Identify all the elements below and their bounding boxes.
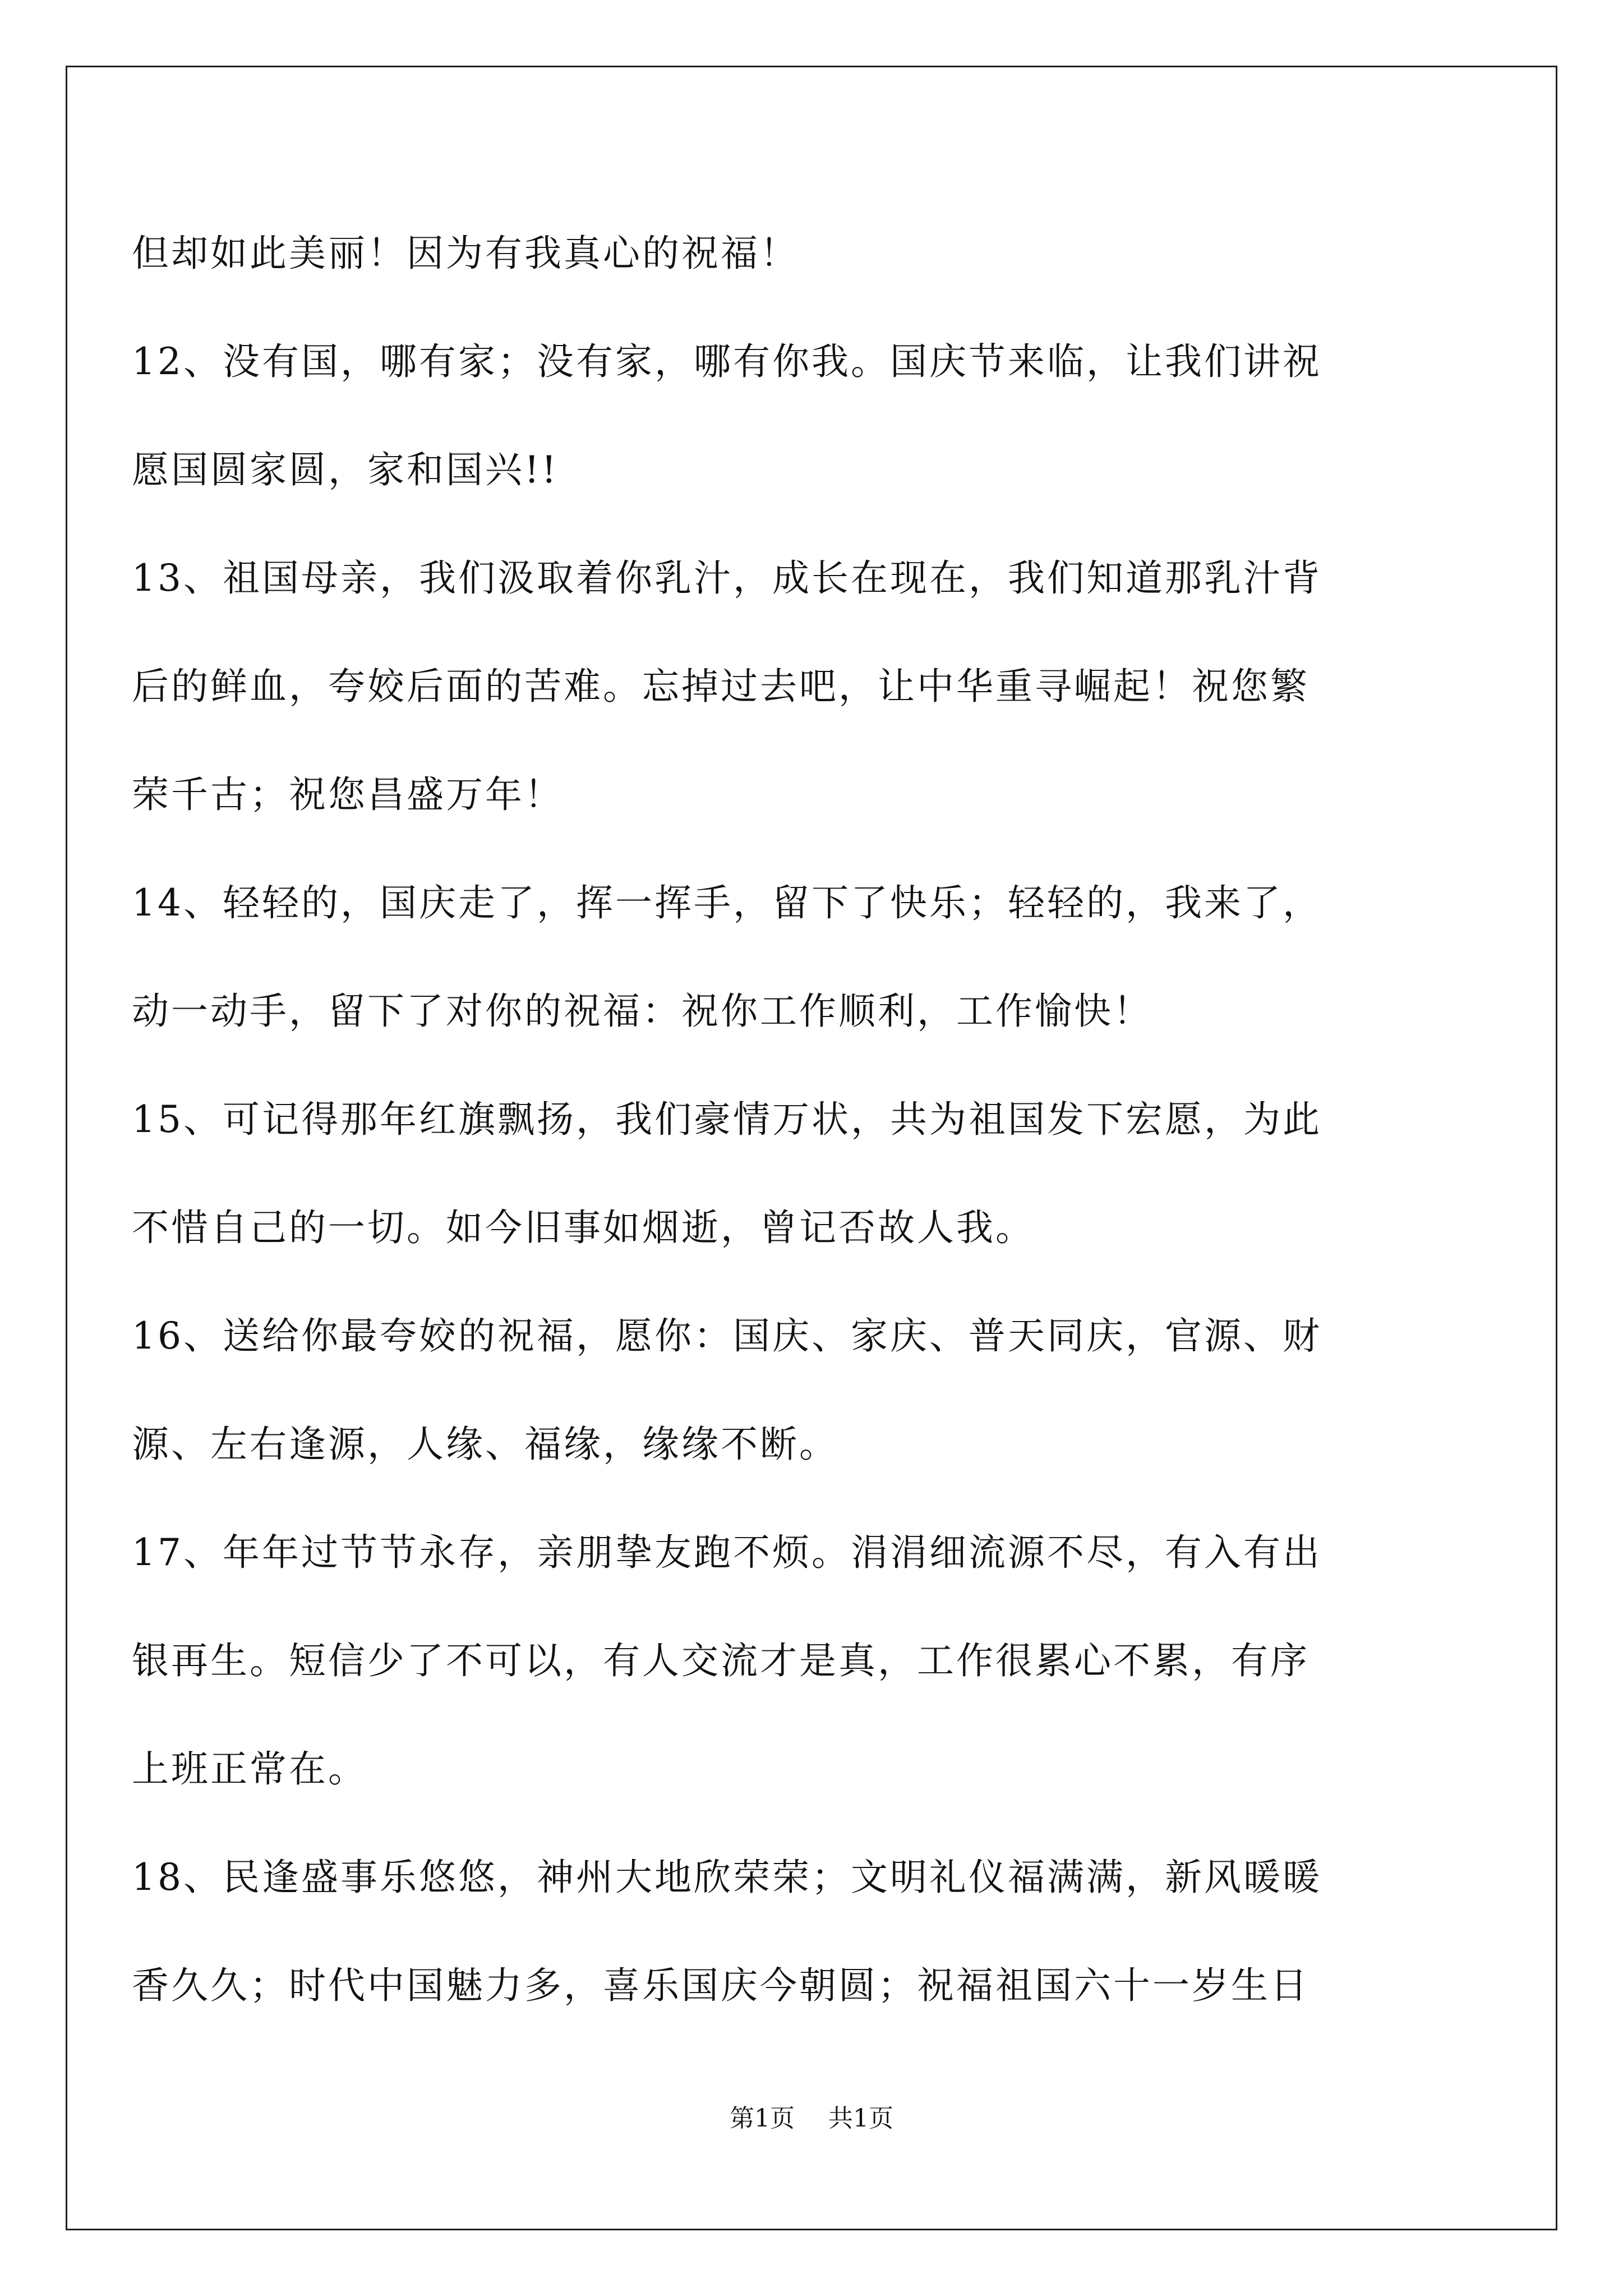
text-line: 但却如此美丽！因为有我真心的祝福！ <box>132 232 799 275</box>
text-line: 愿国圆家圆，家和国兴!! <box>132 448 559 491</box>
text-line: 上班正常在。 <box>132 1747 367 1791</box>
text-line: 14、轻轻的，国庆走了，挥一挥手，留下了快乐；轻轻的，我来了， <box>132 881 1322 924</box>
text-line: 银再生。短信少了不可以，有人交流才是真，工作很累心不累，有序 <box>132 1639 1310 1682</box>
total-pages: 共1页 <box>828 2104 893 2133</box>
text-line: 13、祖国母亲，我们汲取着你乳汁，成长在现在，我们知道那乳汁背 <box>132 556 1322 600</box>
text-line: 荣千古；祝您昌盛万年！ <box>132 773 564 816</box>
text-line: 不惜自己的一切。如今旧事如烟逝，曾记否故人我。 <box>132 1206 1035 1249</box>
page-number: 第1页 <box>730 2104 795 2133</box>
text-line: 16、送给你最夸姣的祝福，愿你：国庆、家庆、普天同庆，官源、财 <box>132 1314 1322 1358</box>
text-line: 17、年年过节节永存，亲朋挚友跑不烦。涓涓细流源不尽，有入有出 <box>132 1531 1322 1574</box>
page-footer <box>0 2098 1623 2134</box>
text-line: 18、民逢盛事乐悠悠，神州大地欣荣荣；文明礼仪福满满，新风暖暖 <box>132 1856 1322 1899</box>
text-line: 香久久；时代中国魅力多，喜乐国庆今朝圆；祝福祖国六十一岁生日 <box>132 1964 1310 2007</box>
text-line: 12、没有国，哪有家；没有家，哪有你我。国庆节来临，让我们讲祝 <box>132 340 1322 383</box>
text-line: 源、左右逢源，人缘、福缘，缘缘不断。 <box>132 1423 838 1466</box>
text-line: 15、可记得那年红旗飘扬，我们豪情万状，共为祖国发下宏愿，为此 <box>132 1098 1322 1141</box>
text-line: 动一动手，留下了对你的祝福：祝你工作顺利，工作愉快！ <box>132 990 1152 1033</box>
text-line: 后的鲜血，夸姣后面的苦难。忘掉过去吧，让中华重寻崛起！祝您繁 <box>132 665 1310 708</box>
document-body <box>132 199 1483 2040</box>
